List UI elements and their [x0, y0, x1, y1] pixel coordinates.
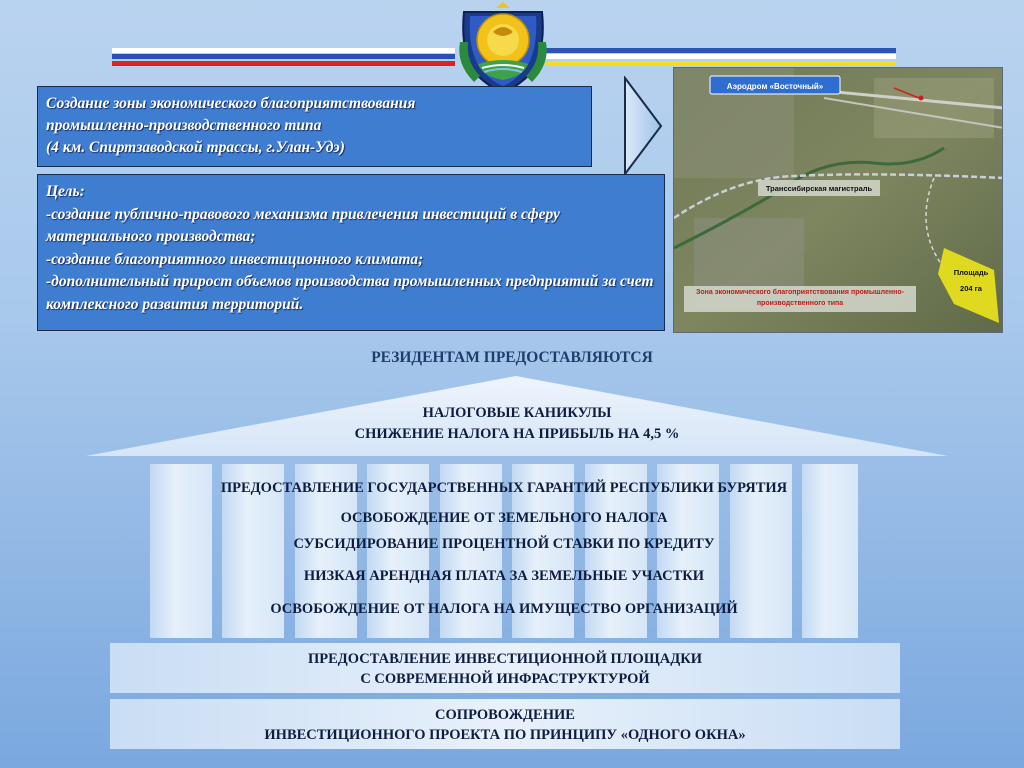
title-line-2: промышленно-производственного типа [46, 117, 322, 134]
map-airport-label: Аэродром «Восточный» [726, 82, 824, 91]
benefit-item: ОСВОБОЖДЕНИЕ ОТ ЗЕМЕЛЬНОГО НАЛОГА [340, 510, 668, 526]
roof-line-1: НАЛОГОВЫЕ КАНИКУЛЫ [422, 405, 612, 421]
flag-stripe-left-white [112, 48, 455, 53]
map-area-value: 204 га [960, 284, 982, 293]
flag-stripe-left-blue [112, 54, 455, 59]
benefit-item: ПРЕДОСТАВЛЕНИЕ ГОСУДАРСТВЕННЫХ ГАРАНТИЙ РЕСПУБЛИКИ БУРЯТИЯ [220, 480, 788, 496]
base1-line-1: ПРЕДОСТАВЛЕНИЕ ИНВЕСТИЦИОННОЙ ПЛОЩАДКИ [308, 651, 702, 667]
roof-text [86, 403, 948, 445]
flag-stripe-right-white [545, 54, 896, 59]
satellite-map [673, 67, 1003, 333]
benefit-item: ОСВОБОЖДЕНИЕ ОТ НАЛОГА НА ИМУЩЕСТВО ОРГАНИЗАЦИЙ [270, 601, 738, 617]
map-zone-label: Зона экономического благоприятствования промышленно-производственного типа [696, 289, 904, 307]
base-slab-infrastructure [110, 643, 900, 693]
map-image [674, 68, 1003, 333]
flag-stripe-right-yellow [545, 61, 896, 66]
title-line-1: Создание зоны экономического благоприятствования [46, 95, 416, 112]
roof-line-2: СНИЖЕНИЕ НАЛОГА НА ПРИБЫЛЬ НА 4,5 % [354, 426, 680, 442]
goal-item: -дополнительный прирост объемов производства промышленных предприятий за счет комплексного развития территорий. [46, 273, 654, 313]
goal-item: -создание публично-правового механизма привлечения инвестиций в сферу материального производства; [46, 205, 560, 245]
benefit-item: НИЗКАЯ АРЕНДНАЯ ПЛАТА ЗА ЗЕМЕЛЬНЫЕ УЧАСТКИ [303, 568, 705, 584]
flag-stripe-left-red [112, 61, 455, 66]
residents-heading: РЕЗИДЕНТАМ ПРЕДОСТАВЛЯЮТСЯ [371, 349, 653, 366]
base2-line-1: СОПРОВОЖДЕНИЕ [435, 707, 575, 723]
title-line-3: (4 км. Спиртзаводской трассы, г.Улан-Удэ) [46, 139, 345, 156]
zone-title-box [37, 86, 592, 167]
goal-heading: Цель: [46, 183, 85, 200]
base2-line-2: ИНВЕСТИЦИОННОГО ПРОЕКТА ПО ПРИНЦИПУ «ОДНОГО ОКНА» [264, 727, 746, 743]
chevron-right-icon [623, 76, 663, 176]
map-railway-label: Транссибирская магистраль [765, 184, 873, 193]
base1-line-2: С СОВРЕМЕННОЙ ИНФРАСТРУКТУРОЙ [360, 671, 650, 687]
goal-item: -создание благоприятного инвестиционного климата; [46, 250, 424, 268]
buryatia-emblem-icon [456, 2, 550, 94]
flag-stripe-right-blue [545, 48, 896, 53]
map-area-label: Площадь [953, 268, 989, 277]
goal-box [37, 174, 665, 331]
base-slab-support [110, 699, 900, 749]
benefit-item: СУБСИДИРОВАНИЕ ПРОЦЕНТНОЙ СТАВКИ ПО КРЕДИТУ [293, 536, 715, 552]
